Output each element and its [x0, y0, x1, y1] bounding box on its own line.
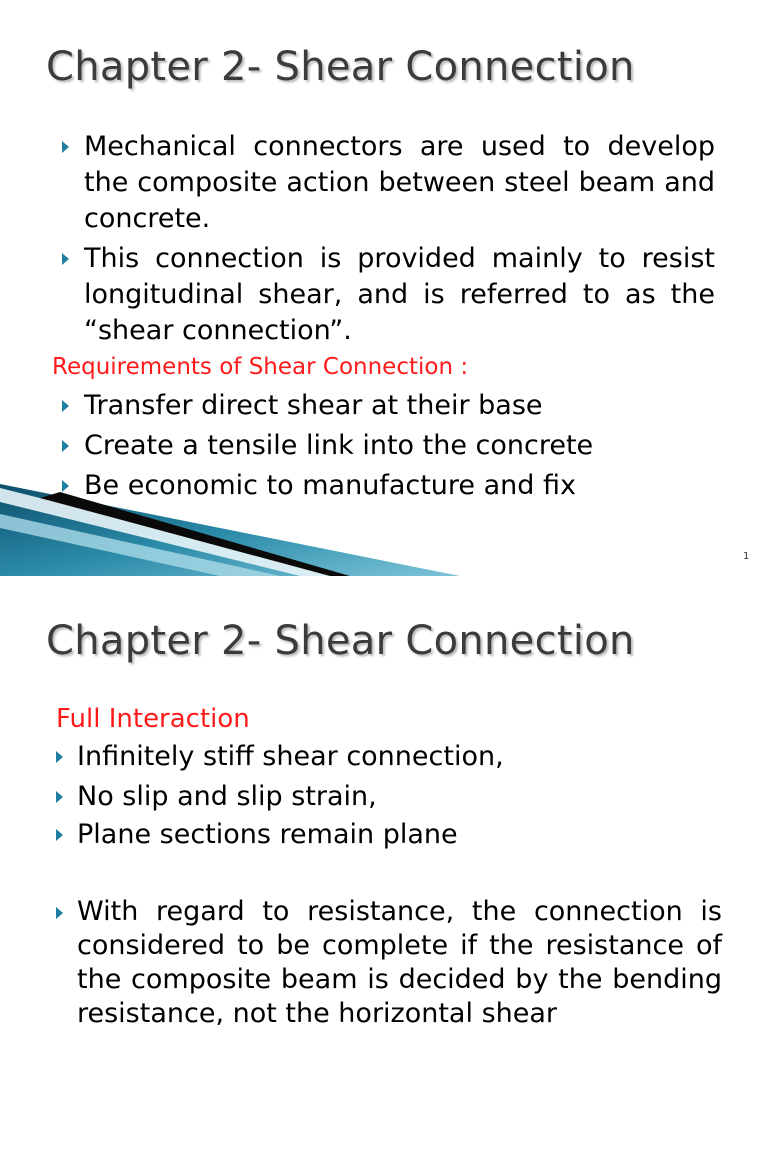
- slide-title: Chapter 2- Shear Connection: [46, 618, 635, 664]
- bullet-item: No slip and slip strain,: [56, 779, 726, 815]
- bullet-arrow-icon: [62, 400, 69, 412]
- bullet-item: Plane sections remain plane: [56, 817, 726, 853]
- bullet-arrow-icon: [56, 791, 63, 803]
- bullet-item: This connection is provided mainly to resist longitudinal shear, and is referred to as the “shear connection”.: [62, 241, 715, 349]
- requirement-item: Be economic to manufacture and fix: [62, 468, 715, 504]
- requirement-item: Transfer direct shear at their base: [62, 388, 715, 424]
- requirement-item: Create a tensile link into the concrete: [62, 428, 715, 464]
- bullet-arrow-icon: [62, 253, 69, 265]
- paragraph-bullet: With regard to resistance, the connection is considered to be complete if the resistance of the composite beam is decided by the bending resistance, not the horizontal shear: [56, 895, 722, 1031]
- bullet-arrow-icon: [56, 829, 63, 841]
- bullet-arrow-icon: [62, 440, 69, 452]
- slide-title: Chapter 2- Shear Connection: [46, 44, 635, 90]
- bullet-item: Mechanical connectors are used to develop the composite action between steel beam and concrete.: [62, 129, 715, 237]
- bullet-arrow-icon: [56, 907, 63, 919]
- decorative-swoosh: [0, 484, 460, 576]
- bullet-item: Infinitely stiff shear connection,: [56, 739, 726, 775]
- page-number: 1: [743, 551, 750, 562]
- slide-2: [0, 576, 768, 1152]
- full-interaction-heading: Full Interaction: [56, 704, 250, 734]
- bullet-arrow-icon: [62, 141, 69, 153]
- bullet-arrow-icon: [56, 751, 63, 763]
- requirements-heading: Requirements of Shear Connection :: [52, 354, 469, 380]
